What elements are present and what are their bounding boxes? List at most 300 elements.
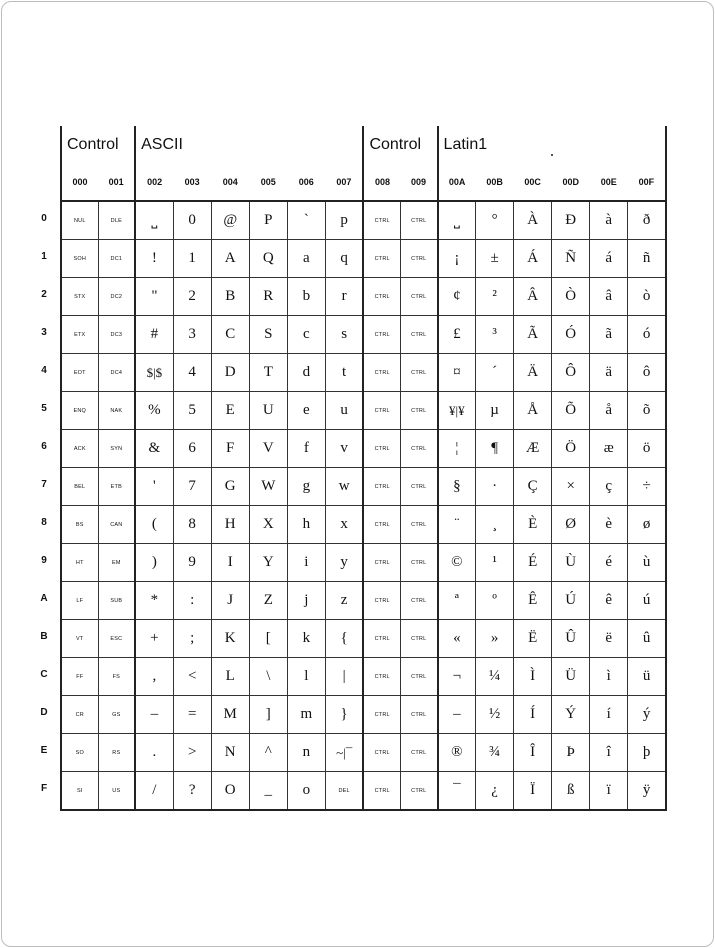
char-cell: 8 (173, 506, 211, 544)
char-cell: æ (590, 430, 628, 468)
char-cell: CTRL (400, 392, 437, 430)
char-cell: Ì (514, 658, 552, 696)
char-cell: ENQ (61, 392, 98, 430)
char-cell: b (287, 278, 325, 316)
char-cell: ± (476, 240, 514, 278)
char-cell: DC1 (98, 240, 135, 278)
char-cell: z (325, 582, 363, 620)
char-cell: CTRL (363, 658, 400, 696)
char-cell: CTRL (400, 696, 437, 734)
char-cell: Y (249, 544, 287, 582)
char-cell: * (135, 582, 173, 620)
char-cell: " (135, 278, 173, 316)
char-cell: – (438, 696, 476, 734)
char-cell: H (211, 506, 249, 544)
char-cell: U (249, 392, 287, 430)
char-cell: SOH (61, 240, 98, 278)
char-cell: NAK (98, 392, 135, 430)
char-cell: â (590, 278, 628, 316)
char-cell: SO (61, 734, 98, 772)
char-cell: NUL (61, 201, 98, 240)
char-cell: n (287, 734, 325, 772)
char-cell: Í (514, 696, 552, 734)
char-cell: ¡ (438, 240, 476, 278)
char-cell: Ð (552, 201, 590, 240)
row-label: 2 (41, 289, 47, 300)
char-cell: C (211, 316, 249, 354)
char-cell: R (249, 278, 287, 316)
char-cell: ACK (61, 430, 98, 468)
char-cell: s (325, 316, 363, 354)
char-cell: ESC (98, 620, 135, 658)
char-cell: µ (476, 392, 514, 430)
char-cell: t (325, 354, 363, 392)
char-cell: < (173, 658, 211, 696)
char-cell: q (325, 240, 363, 278)
char-cell: @ (211, 201, 249, 240)
char-cell: CTRL (363, 772, 400, 811)
char-cell: ⎵ (135, 201, 173, 240)
char-cell: × (552, 468, 590, 506)
char-cell: ( (135, 506, 173, 544)
char-cell: Ü (552, 658, 590, 696)
char-cell: – (135, 696, 173, 734)
char-cell: Ý (552, 696, 590, 734)
char-cell: 0 (173, 201, 211, 240)
char-cell: ì (590, 658, 628, 696)
char-cell: 5 (173, 392, 211, 430)
row-label: A (40, 593, 48, 604)
group-header-row (61, 126, 666, 164)
char-cell: CTRL (363, 316, 400, 354)
column-code-row (61, 164, 666, 201)
char-cell: l (287, 658, 325, 696)
char-cell: CR (61, 696, 98, 734)
char-cell: CTRL (400, 582, 437, 620)
char-cell: FF (61, 658, 98, 696)
group-header-ascii: ASCII (135, 126, 363, 164)
table-row (61, 354, 666, 392)
char-cell: A (211, 240, 249, 278)
char-cell: g (287, 468, 325, 506)
char-cell: x (325, 506, 363, 544)
char-cell: CTRL (400, 544, 437, 582)
column-code: 009 (400, 164, 437, 201)
char-cell: Ê (514, 582, 552, 620)
char-cell: p (325, 201, 363, 240)
char-cell: = (173, 696, 211, 734)
column-code: 00E (590, 164, 628, 201)
char-cell: GS (98, 696, 135, 734)
char-cell: CTRL (363, 240, 400, 278)
column-code: 00C (514, 164, 552, 201)
char-cell: ÿ (628, 772, 666, 811)
char-cell: ô (628, 354, 666, 392)
char-cell: Ç (514, 468, 552, 506)
char-cell: SYN (98, 430, 135, 468)
char-cell: e (287, 392, 325, 430)
char-cell: Î (514, 734, 552, 772)
column-code: 00D (552, 164, 590, 201)
char-cell: ETB (98, 468, 135, 506)
char-cell: ã (590, 316, 628, 354)
char-cell: 3 (173, 316, 211, 354)
char-cell: CTRL (400, 316, 437, 354)
char-cell: f (287, 430, 325, 468)
column-code: 006 (287, 164, 325, 201)
character-code-chart (60, 126, 667, 808)
char-cell: Ù (552, 544, 590, 582)
char-cell: Õ (552, 392, 590, 430)
char-cell: DLE (98, 201, 135, 240)
char-cell: ä (590, 354, 628, 392)
char-cell: DC3 (98, 316, 135, 354)
char-cell: D (211, 354, 249, 392)
char-cell: + (135, 620, 173, 658)
column-code: 008 (363, 164, 400, 201)
char-cell: õ (628, 392, 666, 430)
char-cell: : (173, 582, 211, 620)
char-cell: ÷ (628, 468, 666, 506)
column-code: 003 (173, 164, 211, 201)
char-cell: CTRL (400, 506, 437, 544)
char-cell: CTRL (400, 240, 437, 278)
char-cell: % (135, 392, 173, 430)
row-label: 1 (41, 251, 47, 262)
row-label: 9 (41, 555, 47, 566)
char-cell: CTRL (400, 772, 437, 811)
char-cell: I (211, 544, 249, 582)
char-cell: X (249, 506, 287, 544)
column-code: 00F (628, 164, 666, 201)
char-cell: STX (61, 278, 98, 316)
table-row (61, 316, 666, 354)
char-cell: ¶ (476, 430, 514, 468)
column-code: 005 (249, 164, 287, 201)
table-row (61, 278, 666, 316)
char-cell: ð (628, 201, 666, 240)
char-cell: ¿ (476, 772, 514, 811)
row-label: 5 (41, 403, 47, 414)
char-cell: ë (590, 620, 628, 658)
char-cell: a (287, 240, 325, 278)
char-cell: \ (249, 658, 287, 696)
char-cell: c (287, 316, 325, 354)
row-label: F (40, 783, 48, 794)
char-cell: CTRL (363, 582, 400, 620)
char-cell: CTRL (363, 544, 400, 582)
char-cell: Ï (514, 772, 552, 811)
char-cell: $|$ (135, 354, 173, 392)
char-cell: ® (438, 734, 476, 772)
char-cell: ç (590, 468, 628, 506)
char-cell: Ë (514, 620, 552, 658)
char-cell: DC4 (98, 354, 135, 392)
char-cell: m (287, 696, 325, 734)
row-label: B (40, 631, 48, 642)
char-cell: î (590, 734, 628, 772)
char-cell: US (98, 772, 135, 811)
char-cell: ] (249, 696, 287, 734)
char-cell: T (249, 354, 287, 392)
char-cell: Ñ (552, 240, 590, 278)
char-cell: Á (514, 240, 552, 278)
char-cell: CTRL (363, 696, 400, 734)
char-cell: HT (61, 544, 98, 582)
char-cell: « (438, 620, 476, 658)
char-cell: ú (628, 582, 666, 620)
char-cell: ý (628, 696, 666, 734)
char-cell: ¢ (438, 278, 476, 316)
column-code: 001 (98, 164, 135, 201)
char-cell: º (476, 582, 514, 620)
char-cell: é (590, 544, 628, 582)
row-label: 8 (41, 517, 47, 528)
char-cell: ' (135, 468, 173, 506)
char-cell: Þ (552, 734, 590, 772)
char-cell: K (211, 620, 249, 658)
char-cell: ó (628, 316, 666, 354)
row-label: 3 (41, 327, 47, 338)
char-cell: Z (249, 582, 287, 620)
table-row (61, 658, 666, 696)
char-cell: v (325, 430, 363, 468)
row-label: 7 (41, 479, 47, 490)
char-cell: o (287, 772, 325, 811)
char-cell: CTRL (363, 278, 400, 316)
char-cell: È (514, 506, 552, 544)
char-cell: w (325, 468, 363, 506)
char-cell: DC2 (98, 278, 135, 316)
char-cell: EM (98, 544, 135, 582)
char-cell: V (249, 430, 287, 468)
char-cell: F (211, 430, 249, 468)
code-table (60, 126, 667, 811)
column-code: 00A (438, 164, 476, 201)
char-cell: CTRL (363, 734, 400, 772)
char-cell: ½ (476, 696, 514, 734)
char-cell: ø (628, 506, 666, 544)
char-cell: ^ (249, 734, 287, 772)
char-cell: Â (514, 278, 552, 316)
char-cell: S (249, 316, 287, 354)
char-cell: FS (98, 658, 135, 696)
char-cell: ¥|¥ (438, 392, 476, 430)
char-cell: CTRL (363, 506, 400, 544)
char-cell: E (211, 392, 249, 430)
char-cell: > (173, 734, 211, 772)
char-cell: , (135, 658, 173, 696)
char-cell: ¦ (438, 430, 476, 468)
char-cell: · (476, 468, 514, 506)
char-cell: Ú (552, 582, 590, 620)
char-cell: CTRL (400, 354, 437, 392)
char-cell: . (135, 734, 173, 772)
char-cell: / (135, 772, 173, 811)
char-cell: £ (438, 316, 476, 354)
char-cell: É (514, 544, 552, 582)
table-row (61, 544, 666, 582)
column-code: 002 (135, 164, 173, 201)
char-cell: j (287, 582, 325, 620)
char-cell: ñ (628, 240, 666, 278)
char-cell: û (628, 620, 666, 658)
row-label: C (40, 669, 48, 680)
char-cell: _ (249, 772, 287, 811)
char-cell: W (249, 468, 287, 506)
char-cell: J (211, 582, 249, 620)
char-cell: M (211, 696, 249, 734)
char-cell: ° (476, 201, 514, 240)
char-cell: þ (628, 734, 666, 772)
char-cell: u (325, 392, 363, 430)
char-cell: ² (476, 278, 514, 316)
char-cell: Ö (552, 430, 590, 468)
char-cell: LF (61, 582, 98, 620)
char-cell: r (325, 278, 363, 316)
char-cell: 7 (173, 468, 211, 506)
char-cell: å (590, 392, 628, 430)
char-cell: Ô (552, 354, 590, 392)
column-code: 007 (325, 164, 363, 201)
row-label: 4 (41, 365, 47, 376)
row-label: 6 (41, 441, 47, 452)
char-cell: DEL (325, 772, 363, 811)
char-cell: 9 (173, 544, 211, 582)
char-cell: ¨ (438, 506, 476, 544)
char-cell: y (325, 544, 363, 582)
table-row (61, 772, 666, 811)
table-row (61, 430, 666, 468)
char-cell: ª (438, 582, 476, 620)
char-cell: SUB (98, 582, 135, 620)
char-cell: ETX (61, 316, 98, 354)
char-cell: SI (61, 772, 98, 811)
char-cell: CTRL (400, 658, 437, 696)
char-cell: ò (628, 278, 666, 316)
char-cell: ⎵ (438, 201, 476, 240)
char-cell: CTRL (400, 278, 437, 316)
char-cell: N (211, 734, 249, 772)
char-cell: [ (249, 620, 287, 658)
char-cell: ï (590, 772, 628, 811)
char-cell: k (287, 620, 325, 658)
char-cell: P (249, 201, 287, 240)
char-cell: CTRL (363, 201, 400, 240)
char-cell: ? (173, 772, 211, 811)
char-cell: í (590, 696, 628, 734)
char-cell: è (590, 506, 628, 544)
char-cell: ü (628, 658, 666, 696)
char-cell: CTRL (400, 734, 437, 772)
char-cell: O (211, 772, 249, 811)
char-cell: Å (514, 392, 552, 430)
char-cell: } (325, 696, 363, 734)
char-cell: CTRL (400, 468, 437, 506)
char-cell: RS (98, 734, 135, 772)
char-cell: BEL (61, 468, 98, 506)
char-cell: ~|¯ (325, 734, 363, 772)
char-cell: Ó (552, 316, 590, 354)
table-row (61, 734, 666, 772)
char-cell: © (438, 544, 476, 582)
char-cell: ¸ (476, 506, 514, 544)
char-cell: ¼ (476, 658, 514, 696)
char-cell: CTRL (363, 354, 400, 392)
char-cell: Q (249, 240, 287, 278)
char-cell: 1 (173, 240, 211, 278)
table-row (61, 468, 666, 506)
char-cell: ¬ (438, 658, 476, 696)
row-label: 0 (41, 213, 47, 224)
char-cell: d (287, 354, 325, 392)
char-cell: Ò (552, 278, 590, 316)
column-code: 00B (476, 164, 514, 201)
char-cell: CTRL (400, 201, 437, 240)
char-cell: À (514, 201, 552, 240)
char-cell: ` (287, 201, 325, 240)
group-header-control: Control (61, 126, 135, 164)
char-cell: 4 (173, 354, 211, 392)
char-cell: ù (628, 544, 666, 582)
char-cell: ; (173, 620, 211, 658)
char-cell: á (590, 240, 628, 278)
char-cell: ¯ (438, 772, 476, 811)
char-cell: 2 (173, 278, 211, 316)
char-cell: Ã (514, 316, 552, 354)
char-cell: ¹ (476, 544, 514, 582)
char-cell: CTRL (363, 620, 400, 658)
column-code: 004 (211, 164, 249, 201)
char-cell: » (476, 620, 514, 658)
table-row (61, 240, 666, 278)
char-cell: CTRL (363, 392, 400, 430)
char-cell: EOT (61, 354, 98, 392)
char-cell: ê (590, 582, 628, 620)
char-cell: CTRL (363, 430, 400, 468)
char-cell: Ø (552, 506, 590, 544)
char-cell: B (211, 278, 249, 316)
char-cell: G (211, 468, 249, 506)
char-cell: CTRL (363, 468, 400, 506)
table-row (61, 506, 666, 544)
char-cell: § (438, 468, 476, 506)
char-cell: ¤ (438, 354, 476, 392)
table-row (61, 392, 666, 430)
char-cell: ) (135, 544, 173, 582)
row-label: E (40, 745, 48, 756)
char-cell: ¾ (476, 734, 514, 772)
char-cell: Æ (514, 430, 552, 468)
char-cell: # (135, 316, 173, 354)
char-cell: ö (628, 430, 666, 468)
char-cell: BS (61, 506, 98, 544)
group-header-latin1: Latin1 (438, 126, 666, 164)
table-row (61, 201, 666, 240)
column-code: 000 (61, 164, 98, 201)
char-cell: 6 (173, 430, 211, 468)
char-cell: Û (552, 620, 590, 658)
char-cell: à (590, 201, 628, 240)
char-cell: L (211, 658, 249, 696)
char-cell: Ä (514, 354, 552, 392)
table-row (61, 582, 666, 620)
char-cell: h (287, 506, 325, 544)
char-cell: VT (61, 620, 98, 658)
group-header-control-2: Control (363, 126, 437, 164)
char-cell: { (325, 620, 363, 658)
char-cell: ! (135, 240, 173, 278)
